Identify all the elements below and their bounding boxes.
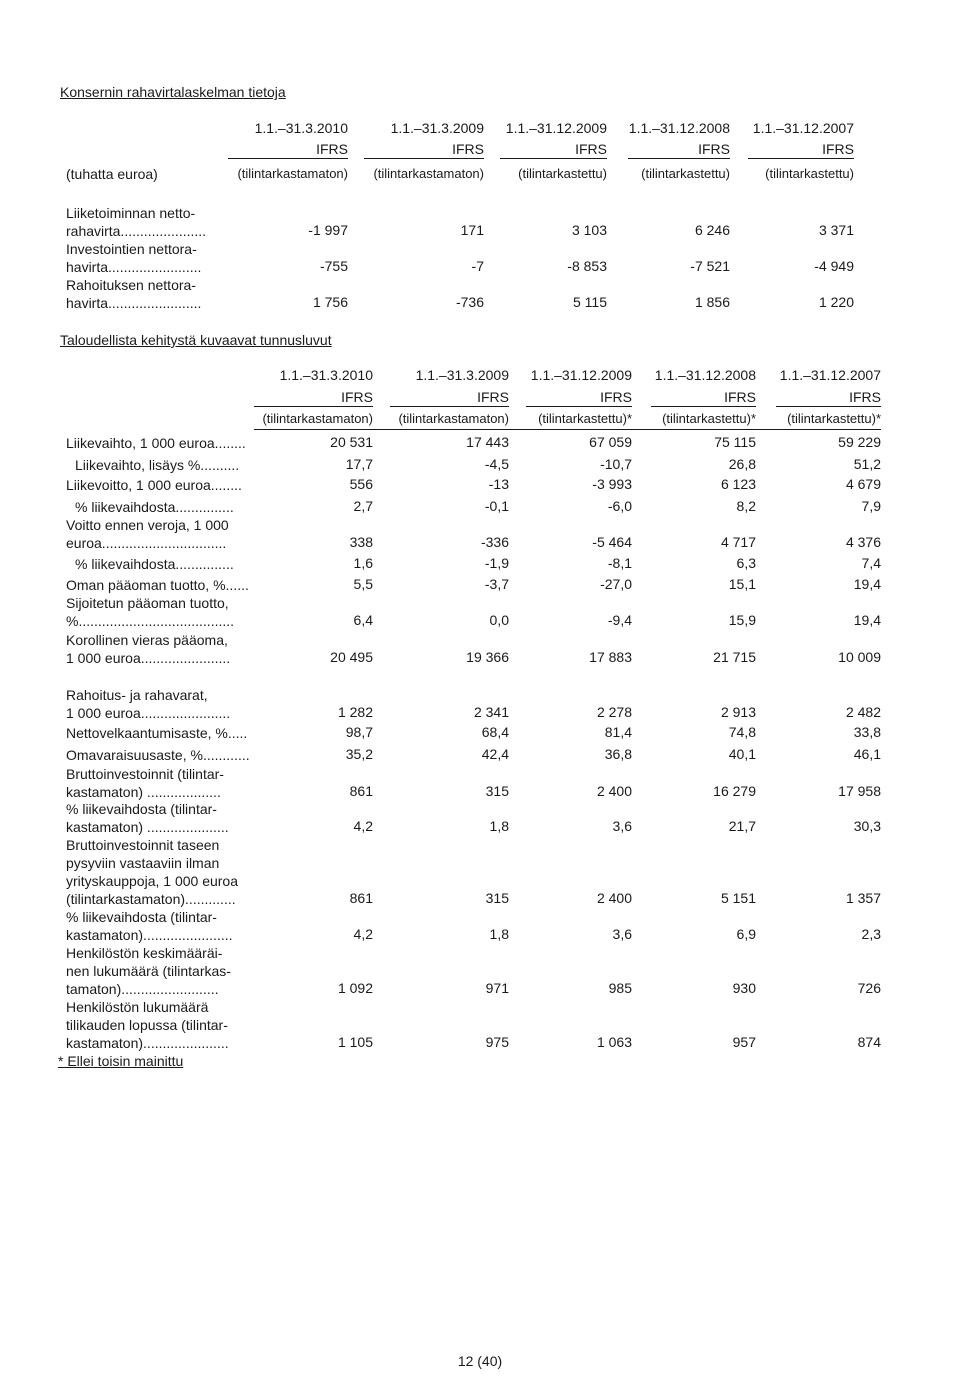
rt-cell: 874: [857, 1034, 881, 1050]
rt-cell: 3,6: [612, 926, 632, 942]
rt-cell: -1,9: [484, 555, 509, 571]
rt-cell: 2 482: [845, 704, 881, 720]
cf-audit-2: (tilintarkastettu): [518, 166, 607, 181]
cashflow-title: Konsernin rahavirtalaskelman tietoja: [60, 84, 286, 100]
cf-row-label-line: Liiketoiminnan netto-: [66, 205, 196, 221]
rt-cell: 15,1: [728, 576, 756, 592]
rt-cell: 17 958: [838, 783, 881, 799]
cf-standard-4: [748, 141, 854, 159]
page-number: 12 (40): [457, 1353, 503, 1369]
rt-period-1: 1.1.–31.3.2009: [415, 367, 509, 383]
rt-cell: 315: [485, 783, 509, 799]
rt-cell: 5,5: [353, 576, 373, 592]
rt-row-label-line: 1 000 euroa.......................: [66, 650, 231, 666]
rt-cell: 17 883: [589, 649, 632, 665]
rt-cell: -13: [488, 476, 509, 492]
rt-cell: 51,2: [853, 456, 881, 472]
rt-row-label-line: yrityskauppoja, 1 000 euroa: [66, 873, 238, 889]
rt-row-label-line: 1 000 euroa.......................: [66, 705, 231, 721]
rt-cell: 21 715: [713, 649, 756, 665]
rt-cell: 20 495: [330, 649, 373, 665]
rt-cell: 74,8: [728, 724, 756, 740]
rt-standard-2: [526, 389, 632, 407]
cf-cell: -755: [319, 258, 348, 274]
rt-cell: 985: [608, 980, 632, 996]
rt-row-label-line: Liikevoitto, 1 000 euroa........: [66, 477, 242, 493]
cf-cell: 1 220: [818, 294, 854, 310]
cf-standard-2: [500, 141, 607, 159]
rt-cell: 7,4: [861, 555, 881, 571]
rt-cell: 15,9: [728, 612, 756, 628]
rt-period-4: 1.1.–31.12.2007: [779, 367, 881, 383]
rt-row-label-line: Oman pääoman tuotto, %......: [66, 577, 249, 593]
rt-cell: 98,7: [345, 724, 373, 740]
cf-cell: 3 103: [571, 222, 607, 238]
rt-row-label-line: Liikevaihto, lisäys %..........: [75, 457, 240, 473]
rt-cell: 19,4: [853, 576, 881, 592]
rt-row-label-line: % liikevaihdosta (tilintar-: [66, 801, 217, 817]
cf-standard-0: [228, 141, 348, 159]
rt-cell: 4,2: [353, 926, 373, 942]
cf-cell: 5 115: [573, 294, 607, 310]
rt-row-label-line: pysyviin vastaaviin ilman: [66, 855, 220, 871]
rt-cell: 3,6: [612, 818, 632, 834]
cf-standard-3: [628, 141, 730, 159]
rt-row-label-line: % liikevaihdosta...............: [75, 499, 234, 515]
rt-cell: 2 341: [473, 704, 509, 720]
cf-row-label-line: havirta........................: [66, 259, 202, 275]
rt-cell: -0,1: [484, 498, 509, 514]
rt-cell: 19 366: [466, 649, 509, 665]
rt-cell: 26,8: [728, 456, 756, 472]
rt-row-label-line: tamaton).........................: [66, 981, 219, 997]
rt-cell: 338: [349, 534, 373, 550]
rt-cell: 1,6: [353, 555, 373, 571]
rt-row-label-line: kastamaton) .....................: [66, 819, 229, 835]
rt-period-0: 1.1.–31.3.2010: [279, 367, 373, 383]
cf-cell: -8 853: [567, 258, 607, 274]
rt-row-label-line: %........................................: [66, 613, 235, 629]
rt-cell: 2,7: [353, 498, 373, 514]
cf-row-label-line: Investointien nettora-: [66, 241, 197, 257]
rt-row-label-line: Omavaraisuusaste, %............: [66, 747, 250, 763]
rt-cell: 8,2: [736, 498, 756, 514]
rt-cell: 81,4: [604, 724, 632, 740]
rt-cell: 2 278: [596, 704, 632, 720]
rt-audit-3: (tilintarkastettu)*: [662, 411, 756, 426]
rt-cell: 1 282: [337, 704, 373, 720]
rt-cell: 16 279: [713, 783, 756, 799]
cf-cell: 6 246: [694, 222, 730, 238]
rt-row-label-line: Korollinen vieras pääoma,: [66, 632, 228, 648]
rt-cell: -5 464: [592, 534, 632, 550]
rt-row-label-line: euroa................................: [66, 535, 227, 551]
rt-period-2: 1.1.–31.12.2009: [530, 367, 632, 383]
rt-cell: 75 115: [714, 434, 756, 450]
rt-audit-4: (tilintarkastettu)*: [787, 411, 881, 426]
rt-cell: 4 376: [845, 534, 881, 550]
rt-cell: 4 679: [845, 476, 881, 492]
rt-cell: 2 913: [720, 704, 756, 720]
rt-standard-label-0: IFRS: [254, 389, 373, 407]
cf-period-0: 1.1.–31.3.2010: [254, 120, 348, 136]
rt-row-label-line: % liikevaihdosta...............: [75, 556, 234, 572]
rt-cell: 726: [857, 980, 881, 996]
rt-cell: 68,4: [481, 724, 509, 740]
rt-cell: 861: [349, 783, 373, 799]
rt-cell: 4,2: [353, 818, 373, 834]
rt-row-label-line: kastamaton) ...................: [66, 784, 221, 800]
rt-cell: -3 993: [592, 476, 632, 492]
cf-cell: 1 856: [694, 294, 730, 310]
header-divider: [254, 429, 881, 430]
rt-audit-0: (tilintarkastamaton): [262, 411, 373, 426]
cf-row-label-line: rahavirta......................: [66, 223, 207, 239]
rt-cell: 2,3: [861, 926, 881, 942]
rt-cell: -10,7: [600, 456, 632, 472]
cf-audit-1: (tilintarkastamaton): [373, 166, 484, 181]
rt-row-label-line: tilikauden lopussa (tilintar-: [66, 1017, 228, 1033]
rt-cell: 556: [349, 476, 373, 492]
rt-cell: -4,5: [484, 456, 509, 472]
cf-standard-label-1: IFRS: [364, 141, 484, 159]
cf-standard-1: [364, 141, 484, 159]
rt-cell: -9,4: [607, 612, 632, 628]
cf-cell: -7: [471, 258, 484, 274]
cf-row-label-line: havirta........................: [66, 295, 202, 311]
rt-cell: 5 151: [720, 890, 756, 906]
rt-cell: 930: [732, 980, 756, 996]
cf-cell: -7 521: [690, 258, 730, 274]
rt-row-label-line: Sijoitetun pääoman tuotto,: [66, 595, 229, 611]
rt-cell: 6,4: [353, 612, 373, 628]
rt-row-label-line: Liikevaihto, 1 000 euroa........: [66, 435, 246, 451]
cf-cell: 1 756: [312, 294, 348, 310]
rt-cell: 975: [485, 1034, 509, 1050]
rt-cell: 1 357: [845, 890, 881, 906]
unit-label: (tuhatta euroa): [66, 166, 158, 182]
cf-cell: -4 949: [814, 258, 854, 274]
rt-cell: 1,8: [489, 818, 509, 834]
rt-standard-label-2: IFRS: [526, 389, 632, 407]
rt-row-label-line: Henkilöstön lukumäärä: [66, 999, 209, 1015]
cf-standard-label-2: IFRS: [500, 141, 607, 159]
rt-row-label-line: % liikevaihdosta (tilintar-: [66, 909, 217, 925]
rt-cell: 40,1: [728, 746, 756, 762]
rt-row-label-line: Rahoitus- ja rahavarat,: [66, 687, 208, 703]
rt-row-label-line: Henkilöstön keskimääräi-: [66, 945, 223, 961]
rt-cell: 19,4: [853, 612, 881, 628]
rt-cell: 33,8: [853, 724, 881, 740]
rt-cell: 6,3: [736, 555, 756, 571]
cf-row-label-line: Rahoituksen nettora-: [66, 277, 196, 293]
cf-cell: 3 371: [818, 222, 854, 238]
rt-standard-3: [651, 389, 756, 407]
rt-cell: 10 009: [838, 649, 881, 665]
cf-standard-label-3: IFRS: [628, 141, 730, 159]
cf-period-1: 1.1.–31.3.2009: [390, 120, 484, 136]
rt-cell: 21,7: [728, 818, 756, 834]
rt-cell: 861: [349, 890, 373, 906]
rt-cell: 971: [485, 980, 509, 996]
rt-cell: -27,0: [600, 576, 632, 592]
rt-row-label-line: (tilintarkastamaton).............: [66, 891, 236, 907]
rt-cell: 67 059: [589, 434, 632, 450]
rt-audit-1: (tilintarkastamaton): [398, 411, 509, 426]
cf-cell: 171: [460, 222, 484, 238]
rt-cell: 2 400: [596, 890, 632, 906]
cf-cell: -736: [455, 294, 484, 310]
rt-cell: 4 717: [720, 534, 756, 550]
rt-cell: 315: [485, 890, 509, 906]
rt-cell: -3,7: [484, 576, 509, 592]
rt-cell: 35,2: [345, 746, 373, 762]
rt-cell: 17,7: [345, 456, 373, 472]
rt-cell: 6 123: [720, 476, 756, 492]
rt-cell: 957: [732, 1034, 756, 1050]
rt-row-label-line: kastamaton)......................: [66, 1035, 229, 1051]
rt-cell: 6,9: [736, 926, 756, 942]
rt-cell: 1 063: [596, 1034, 632, 1050]
rt-standard-1: [390, 389, 509, 407]
rt-row-label-line: nen lukumäärä (tilintarkas-: [66, 963, 231, 979]
rt-cell: -336: [480, 534, 509, 550]
rt-standard-0: [254, 389, 373, 407]
rt-cell: 20 531: [330, 434, 373, 450]
cf-standard-label-4: IFRS: [748, 141, 854, 159]
rt-cell: 46,1: [853, 746, 881, 762]
cf-audit-0: (tilintarkastamaton): [237, 166, 348, 181]
rt-cell: 2 400: [596, 783, 632, 799]
rt-cell: -6,0: [607, 498, 632, 514]
rt-standard-label-1: IFRS: [390, 389, 509, 407]
cf-cell: -1 997: [308, 222, 348, 238]
rt-row-label-line: kastamaton).......................: [66, 927, 233, 943]
rt-standard-label-3: IFRS: [651, 389, 756, 407]
rt-audit-2: (tilintarkastettu)*: [538, 411, 632, 426]
rt-standard-4: [776, 389, 881, 407]
cf-period-3: 1.1.–31.12.2008: [628, 120, 730, 136]
cf-audit-4: (tilintarkastettu): [765, 166, 854, 181]
rt-cell: 1 105: [337, 1034, 373, 1050]
cf-period-2: 1.1.–31.12.2009: [505, 120, 607, 136]
rt-cell: -8,1: [607, 555, 632, 571]
ratios-title: Taloudellista kehitystä kuvaavat tunnusluvut: [60, 332, 332, 348]
rt-cell: 1 092: [337, 980, 373, 996]
rt-row-label-line: Nettovelkaantumisaste, %.....: [66, 725, 248, 741]
rt-standard-label-4: IFRS: [776, 389, 881, 407]
cf-standard-label-0: IFRS: [228, 141, 348, 159]
cf-audit-3: (tilintarkastettu): [641, 166, 730, 181]
rt-row-label-line: Voitto ennen veroja, 1 000: [66, 517, 229, 533]
rt-row-label-line: Bruttoinvestoinnit taseen: [66, 837, 220, 853]
rt-cell: 36,8: [604, 746, 632, 762]
cf-period-4: 1.1.–31.12.2007: [752, 120, 854, 136]
rt-cell: 30,3: [853, 818, 881, 834]
rt-period-3: 1.1.–31.12.2008: [654, 367, 756, 383]
rt-cell: 17 443: [466, 434, 509, 450]
rt-cell: 1,8: [489, 926, 509, 942]
rt-row-label-line: Bruttoinvestoinnit (tilintar-: [66, 766, 224, 782]
rt-cell: 7,9: [861, 498, 881, 514]
footnote: * Ellei toisin mainittu: [58, 1053, 184, 1069]
rt-cell: 42,4: [481, 746, 509, 762]
rt-cell: 0,0: [489, 612, 509, 628]
rt-cell: 59 229: [838, 434, 881, 450]
